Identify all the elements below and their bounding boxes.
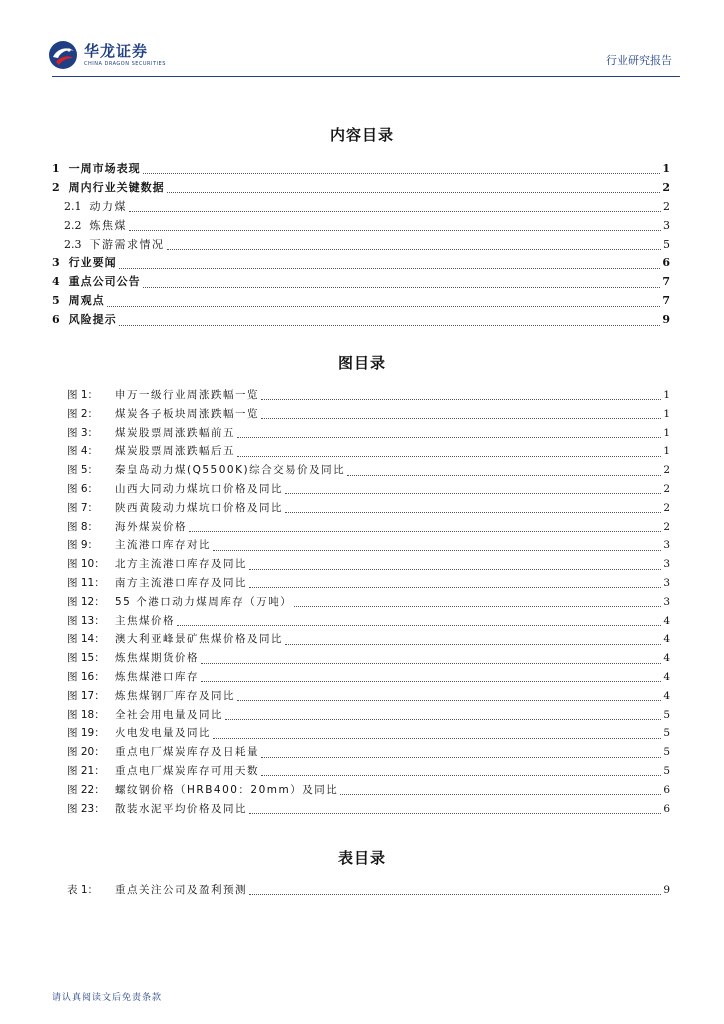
figure-entry[interactable] — [67, 612, 670, 631]
dot-leader — [347, 474, 661, 476]
toc-entry-label: 动力煤 — [89, 199, 127, 213]
dot-leader — [129, 210, 661, 212]
toc-entry-page: 2 — [663, 199, 670, 213]
report-type-label: 行业研究报告 — [606, 54, 672, 67]
figure-entry-number: 图 12： — [67, 595, 105, 608]
dot-leader — [225, 718, 661, 720]
toc-entry-page: 6 — [662, 256, 670, 270]
dot-leader — [213, 549, 661, 551]
figure-entry-page: 5 — [663, 708, 670, 721]
figure-entry-label: 55 个港口动力煤周库存（万吨） — [115, 595, 293, 608]
figure-entry-number: 图 14： — [67, 633, 105, 646]
figure-entry-label: 澳大利亚峰景矿焦煤价格及同比 — [115, 633, 283, 646]
figure-entry[interactable] — [67, 405, 670, 424]
toc-entry-number: 2 — [52, 180, 60, 194]
figure-entry[interactable] — [67, 386, 670, 405]
toc-entry-page: 1 — [662, 162, 670, 175]
toc-entry-number: 4 — [52, 275, 60, 289]
figures-title: 图目录 — [337, 354, 386, 372]
dot-leader — [237, 436, 661, 438]
dragon-logo-icon — [48, 40, 78, 70]
figure-entry-label: 陕西黄陵动力煤坑口价格及同比 — [115, 501, 283, 514]
toc-entry[interactable] — [52, 292, 670, 311]
figure-entry-page: 4 — [663, 652, 670, 665]
dot-leader — [249, 586, 661, 588]
toc-entry-label: 风险提示 — [68, 313, 117, 327]
figure-entry[interactable] — [67, 499, 670, 518]
figure-entry-label: 煤炭股票周涨跌幅前五 — [115, 426, 235, 439]
figure-entry-number: 图 9： — [67, 539, 99, 552]
figure-entry-number: 图 15： — [67, 652, 105, 665]
figure-entry-number: 图 13： — [67, 614, 105, 627]
figure-entry[interactable] — [67, 536, 670, 555]
dot-leader — [201, 662, 661, 664]
figure-entry-number: 图 20： — [67, 746, 105, 759]
header-divider — [52, 76, 680, 77]
figure-entry-label: 炼焦煤钢厂库存及同比 — [115, 689, 235, 702]
figure-entry-number: 图 3： — [67, 426, 99, 439]
dot-leader — [249, 812, 661, 814]
tables-title: 表目录 — [337, 849, 386, 867]
figure-entry-number: 图 23： — [67, 802, 105, 815]
figure-entry[interactable] — [67, 800, 670, 819]
toc-entry-number: 1 — [52, 162, 60, 175]
figure-entry[interactable] — [67, 518, 670, 537]
figure-entry-page: 3 — [663, 558, 670, 571]
figure-entry-page: 4 — [663, 633, 670, 646]
toc-entry[interactable] — [52, 217, 670, 236]
figure-entry-label: 煤炭股票周涨跌幅后五 — [115, 445, 235, 458]
toc-entry[interactable] — [52, 236, 670, 255]
figure-entry-page: 1 — [663, 426, 670, 439]
figure-entry-label: 炼焦煤期货价格 — [115, 652, 199, 665]
dot-leader — [285, 492, 661, 494]
figure-entry-page: 2 — [663, 482, 670, 495]
figure-entry-label: 主焦煤价格 — [115, 614, 175, 627]
toc-entry-page: 5 — [663, 237, 670, 251]
figure-entry[interactable] — [67, 668, 670, 687]
figure-entry-page: 5 — [663, 764, 670, 777]
toc-entry[interactable] — [52, 179, 670, 198]
dot-leader — [129, 229, 661, 231]
figure-entry-page: 1 — [663, 407, 670, 420]
contents-title: 内容目录 — [329, 126, 394, 144]
figure-entry-page: 6 — [663, 783, 670, 796]
figure-entry[interactable] — [67, 555, 670, 574]
figure-entry-page: 3 — [663, 539, 670, 552]
dot-leader — [285, 643, 661, 645]
figure-entry[interactable] — [67, 762, 670, 781]
toc-entry-page: 3 — [663, 218, 670, 232]
figure-entry[interactable] — [67, 649, 670, 668]
figure-entry-page: 2 — [663, 464, 670, 477]
figure-entry-page: 2 — [663, 501, 670, 514]
figure-entry-number: 图 5： — [67, 464, 99, 477]
company-logo — [48, 38, 166, 72]
figure-entry-page: 1 — [663, 389, 670, 401]
figure-entry-label: 火电发电量及同比 — [115, 727, 211, 740]
figure-entry-label: 重点电厂煤炭库存可用天数 — [115, 764, 259, 777]
toc-entry-label: 周内行业关键数据 — [68, 180, 165, 194]
dot-leader — [237, 699, 661, 701]
toc-entry-page: 7 — [662, 294, 670, 308]
figure-entry-number: 图 22： — [67, 783, 105, 796]
dot-leader — [285, 511, 661, 513]
figure-entry-label: 山西大同动力煤坑口价格及同比 — [115, 482, 283, 495]
figure-entry[interactable] — [67, 593, 670, 612]
figure-entry-label: 北方主流港口库存及同比 — [115, 558, 247, 571]
logo-chinese-name: 华龙证券 — [84, 41, 149, 60]
toc-entry-label: 行业要闻 — [68, 256, 117, 270]
figure-entry-page: 4 — [663, 614, 670, 627]
figure-entry-page: 1 — [663, 445, 670, 458]
figure-entry[interactable] — [67, 706, 670, 725]
figure-entry-number: 图 21： — [67, 764, 105, 777]
page-header — [40, 36, 680, 76]
figure-entry-label: 主流港口库存对比 — [115, 539, 211, 552]
toc-entry-label: 一周市场表现 — [68, 162, 141, 175]
toc-entry-number: 2.2 — [64, 218, 82, 232]
toc-entry[interactable] — [52, 160, 670, 179]
dot-leader — [167, 248, 662, 250]
figure-entry-label: 煤炭各子板块周涨跌幅一览 — [115, 407, 259, 420]
dot-leader — [143, 172, 661, 174]
figure-entry-label: 海外煤炭价格 — [115, 520, 187, 533]
dot-leader — [261, 417, 661, 419]
figure-entry-label: 南方主流港口库存及同比 — [115, 576, 247, 589]
dot-leader — [261, 774, 661, 776]
tables-list — [67, 881, 670, 900]
figure-entry-number: 图 19： — [67, 727, 105, 740]
figure-entry[interactable] — [67, 630, 670, 649]
table-entry[interactable] — [67, 881, 670, 900]
dot-leader — [189, 530, 661, 532]
toc-entry-label: 炼焦煤 — [89, 218, 127, 232]
toc-entry-number: 3 — [52, 256, 60, 270]
dot-leader — [261, 756, 661, 758]
figure-entry[interactable] — [67, 781, 670, 800]
toc-entry-label: 下游需求情况 — [89, 237, 165, 251]
figure-entry-number: 图 16： — [67, 670, 105, 683]
figure-entry[interactable] — [67, 743, 670, 762]
dot-leader — [340, 793, 661, 795]
figure-entry-page: 6 — [663, 802, 670, 815]
figure-entry-number: 图 10： — [67, 558, 105, 571]
contents-list — [52, 160, 670, 330]
figure-entry[interactable] — [67, 480, 670, 499]
toc-entry[interactable] — [52, 254, 670, 273]
figure-entry-label: 重点电厂煤炭库存及日耗量 — [115, 746, 259, 759]
toc-entry-number: 6 — [52, 313, 60, 327]
figure-entry-label: 秦皇岛动力煤(Q5500K)综合交易价及同比 — [115, 464, 346, 477]
table-entry-label: 重点关注公司及盈利预测 — [115, 884, 247, 896]
toc-entry-number: 2.1 — [64, 199, 82, 213]
figure-entry-page: 4 — [663, 689, 670, 702]
figure-entry-label: 散装水泥平均价格及同比 — [115, 802, 247, 815]
toc-entry-number: 2.3 — [64, 237, 82, 251]
figure-entry-number: 图 18： — [67, 708, 105, 721]
toc-entry-page: 9 — [662, 313, 670, 327]
figure-entry-page: 2 — [663, 520, 670, 533]
figure-entry-number: 图 8： — [67, 520, 99, 533]
dot-leader — [201, 680, 661, 682]
toc-entry-page: 7 — [662, 275, 670, 289]
figure-entry-number: 图 1： — [67, 389, 99, 401]
toc-entry[interactable] — [52, 198, 670, 217]
figure-entry-number: 图 17： — [67, 689, 105, 702]
figure-entry[interactable] — [67, 687, 670, 706]
figure-entry-number: 图 6： — [67, 482, 99, 495]
dot-leader — [143, 286, 661, 288]
toc-entry-label: 周观点 — [68, 294, 105, 308]
toc-entry-label: 重点公司公告 — [68, 275, 141, 289]
figure-entry-page: 4 — [663, 670, 670, 683]
figure-entry-number: 图 11： — [67, 576, 105, 589]
dot-leader — [249, 893, 661, 895]
dot-leader — [237, 455, 661, 457]
figure-entry[interactable] — [67, 424, 670, 443]
figure-entry-label: 申万一级行业周涨跌幅一览 — [115, 389, 259, 401]
toc-entry-page: 2 — [662, 180, 670, 194]
dot-leader — [261, 398, 661, 400]
figure-entry[interactable] — [67, 724, 670, 743]
toc-entry[interactable] — [52, 273, 670, 292]
figures-list — [67, 386, 670, 818]
figure-entry[interactable] — [67, 461, 670, 480]
figure-entry-label: 螺纹钢价格（HRB400：20mm）及同比 — [115, 783, 339, 796]
dot-leader — [167, 191, 661, 193]
toc-entry[interactable] — [52, 311, 670, 330]
figure-entry-number: 图 2： — [67, 407, 99, 420]
figure-entry-page: 5 — [663, 746, 670, 759]
figure-entry-page: 5 — [663, 727, 670, 740]
figure-entry-label: 全社会用电量及同比 — [115, 708, 223, 721]
figure-entry[interactable] — [67, 442, 670, 461]
dot-leader — [177, 624, 661, 626]
figure-entry-page: 3 — [663, 576, 670, 589]
logo-english-name: CHINA DRAGON SECURITIES — [84, 60, 166, 67]
dot-leader — [119, 324, 661, 326]
figure-entry-number: 图 7： — [67, 501, 99, 514]
toc-entry-number: 5 — [52, 294, 60, 308]
table-entry-page: 9 — [663, 884, 670, 896]
figure-entry[interactable] — [67, 574, 670, 593]
figure-entry-page: 3 — [663, 595, 670, 608]
dot-leader — [249, 568, 661, 570]
dot-leader — [107, 305, 661, 307]
footer-disclaimer: 请认真阅读文后免责条款 — [52, 993, 163, 1003]
dot-leader — [213, 737, 661, 739]
table-entry-number: 表 1： — [67, 884, 99, 896]
dot-leader — [294, 605, 661, 607]
figure-entry-number: 图 4： — [67, 445, 99, 458]
dot-leader — [119, 267, 661, 269]
figure-entry-label: 炼焦煤港口库存 — [115, 670, 199, 683]
